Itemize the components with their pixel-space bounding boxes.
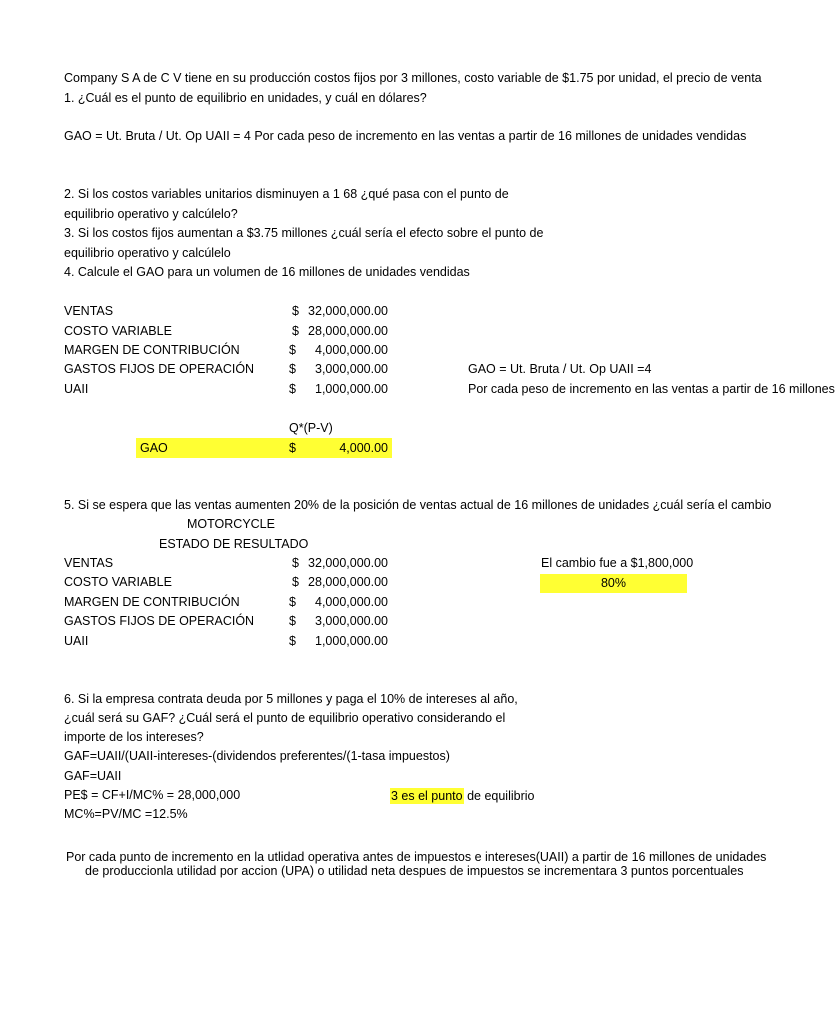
question-6-line-3: importe de los intereses? — [64, 730, 204, 744]
question-3-line-2: equilibrio operativo y calcúlelo — [64, 246, 231, 260]
row-label: VENTAS — [64, 556, 114, 570]
formula-label: Q*(P-V) — [289, 421, 333, 435]
currency-sign: $ — [289, 382, 296, 396]
row-amount: 3,000,000.00 — [315, 362, 388, 376]
intro-line-1: Company S A de C V tiene en su producción costos fijos por 3 millones, costo variable de $1.75 por unidad, el precio de venta — [64, 71, 762, 85]
row-label: UAII — [64, 634, 89, 648]
mc-formula: MC%=PV/MC =12.5% — [64, 807, 188, 821]
question-3-line-1: 3. Si los costos fijos aumentan a $3.75 millones ¿cuál sería el efecto sobre el punto de — [64, 226, 544, 240]
currency-sign: $ — [289, 441, 296, 455]
pe-formula: PE$ = CF+I/MC% = 28,000,000 — [64, 788, 241, 802]
currency-sign: $ — [292, 556, 299, 570]
row-label: COSTO VARIABLE — [64, 575, 172, 589]
change-percent: 80% — [540, 574, 687, 593]
currency-sign: $ — [292, 575, 299, 589]
row-label: VENTAS — [64, 304, 114, 318]
row-amount: 4,000,000.00 — [315, 595, 388, 609]
row-amount: 1,000,000.00 — [315, 382, 388, 396]
gao-value: 4,000.00 — [339, 441, 388, 455]
change-note: El cambio fue a $1,800,000 — [541, 556, 694, 570]
currency-sign: $ — [289, 634, 296, 648]
statement-title: ESTADO DE RESULTADO — [159, 537, 309, 551]
row-label: MARGEN DE CONTRIBUCIÓN — [64, 595, 240, 609]
equilibrium-rest: de equilibrio — [463, 789, 535, 803]
row-label: GASTOS FIJOS DE OPERACIÓN — [64, 614, 255, 628]
row-amount: 3,000,000.00 — [315, 614, 388, 628]
question-6-line-2: ¿cuál será su GAF? ¿Cuál será el punto de equilibrio operativo considerando el — [64, 711, 506, 725]
gao-statement: GAO = Ut. Bruta / Ut. Op UAII = 4 Por cada peso de incremento en las ventas a partir de 16 millones de unidades vendidas — [64, 129, 747, 143]
currency-sign: $ — [292, 304, 299, 318]
row-label: UAII — [64, 382, 89, 396]
equilibrium-note — [390, 787, 534, 805]
gao-label: GAO — [140, 441, 168, 455]
currency-sign: $ — [289, 614, 296, 628]
row-amount: 28,000,000.00 — [308, 575, 388, 589]
row-label: GASTOS FIJOS DE OPERACIÓN — [64, 362, 255, 376]
question-4: 4. Calcule el GAO para un volumen de 16 millones de unidades vendidas — [64, 265, 470, 279]
gaf-simplified: GAF=UAII — [64, 769, 122, 783]
row-label: MARGEN DE CONTRIBUCIÓN — [64, 343, 240, 357]
equilibrium-highlight: 3 es el punto — [391, 789, 463, 803]
question-2-line-1: 2. Si los costos variables unitarios disminuyen a 1 68 ¿qué pasa con el punto de — [64, 187, 509, 201]
row-amount: 4,000,000.00 — [315, 343, 388, 357]
conclusion-line-1: Por cada punto de incremento en la utlidad operativa antes de impuestos e intereses(UAII) a partir de 16 millones de unidades — [66, 850, 767, 864]
gao-side-note-2: Por cada peso de incremento en las ventas a partir de 16 millones — [468, 382, 835, 396]
row-amount: 28,000,000.00 — [308, 324, 388, 338]
conclusion-line-2: de produccionla utilidad por accion (UPA) o utilidad neta despues de impuestos se incrementara 3 puntos porcentuales — [85, 864, 744, 878]
currency-sign: $ — [292, 324, 299, 338]
question-6-line-1: 6. Si la empresa contrata deuda por 5 millones y paga el 10% de intereses al año, — [64, 692, 518, 706]
gao-highlight — [136, 438, 392, 458]
row-amount: 1,000,000.00 — [315, 634, 388, 648]
company-name: MOTORCYCLE — [187, 517, 275, 531]
currency-sign: $ — [289, 343, 296, 357]
question-1: 1. ¿Cuál es el punto de equilibrio en unidades, y cuál en dólares? — [64, 91, 427, 105]
question-2-line-2: equilibrio operativo y calcúlelo? — [64, 207, 238, 221]
gao-side-note: GAO = Ut. Bruta / Ut. Op UAII =4 — [468, 362, 652, 376]
row-amount: 32,000,000.00 — [308, 556, 388, 570]
row-label: COSTO VARIABLE — [64, 324, 172, 338]
currency-sign: $ — [289, 595, 296, 609]
question-5: 5. Si se espera que las ventas aumenten 20% de la posición de ventas actual de 16 millones de unidades ¿cuál sería el cambio — [64, 498, 772, 512]
row-amount: 32,000,000.00 — [308, 304, 388, 318]
currency-sign: $ — [289, 362, 296, 376]
gaf-formula: GAF=UAII/(UAII-intereses-(dividendos preferentes/(1-tasa impuestos) — [64, 749, 450, 763]
